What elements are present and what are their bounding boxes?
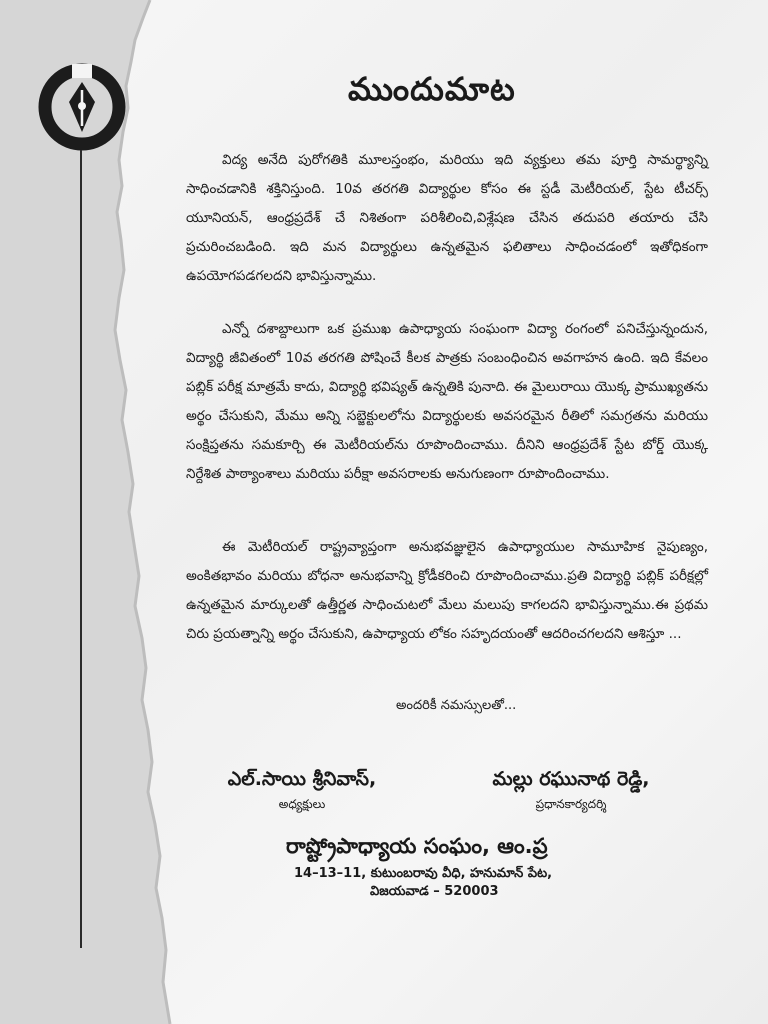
signatory-role: ప్రధానకార్యదర్శి	[535, 797, 607, 811]
signatory-secretary	[476, 768, 666, 814]
organization-name: రాష్ట్రోపాధ్యాయ సంఘం, ఆం.ప్ర	[286, 834, 548, 858]
paragraph-3: ఈ మెటీరియల్ రాష్ట్రవ్యాప్తంగా అనుభవజ్ఞులైన ఉపాధ్యాయుల సామూహిక నైపుణ్యం, అంకితభావం మరియు బోధనా అనుభవాన్ని క్రోడీకరించి రూపొందించాము.ప్రతి విద్యార్థి పబ్లిక్ పరీక్షల్లో ఉన్నతమైన మార్కులతో ఉత్తీర్ణత సాధించుటలో మేలు మలుపు కాగలదని భావిస్తున్నాము.ఈ ప్రథమ చిరు ప్రయత్నాన్ని అర్థం చేసుకుని, ఉపాధ్యాయ లోకం సహృదయంతో ఆదరించగలదని ఆశిస్తూ ...	[186, 539, 708, 642]
pen-nib-logo-icon	[37, 62, 127, 152]
page-title: ముందుమాట	[348, 70, 516, 108]
signatory-name: ఎల్.సాయి శ్రీనివాస్,	[227, 768, 377, 790]
paragraph-2: ఎన్నో దశాబ్దాలుగా ఒక ప్రముఖ ఉపాధ్యాయ సంఘంగా విద్యా రంగంలో పనిచేస్తున్నందున, విద్యార్థి జీవితంలో 10వ తరగతి పోషించే కీలక పాత్రకు సంబంధించిన అవగాహన ఉంది. ఇది కేవలం పబ్లిక్ పరీక్ష మాత్రమే కాదు, విద్యార్థి భవిష్యత్ ఉన్నతికి పునాది. ఈ మైలురాయి యొక్క ప్రాముఖ్యతను అర్థం చేసుకుని, మేము అన్ని సబ్జెక్టులలోను విద్యార్థులకు అవసరమైన రీతిలో సమగ్రతను మరియు సంక్షిప్తతను సమకూర్చి ఈ మెటీరియల్‌ను రూపొందించాము. దీనిని ఆంధ్రప్రదేశ్ స్టేట బోర్డ్ యొక్క నిర్దేశిత పాఠ్యాంశాలు మరియు పరీక్షా అవసరాలకు అనుగుణంగా రూపొందించాము.	[186, 321, 708, 482]
address-line-2: విజయవాడ – 520003	[370, 884, 499, 899]
address-line-1: 14–13–11, కుటుంబరావు వీధి, హనుమాన్ పేట,	[294, 866, 553, 881]
torn-grey-strip	[0, 0, 190, 1024]
closing-greeting: అందరికీ నమస్సులతో...	[396, 698, 517, 713]
paragraph-1: విద్య అనేది పురోగతికి మూలస్తంభం, మరియు ఇది వ్యక్తులు తమ పూర్తి సామర్థ్యాన్ని సాధించడానికి శక్తినిస్తుంది. 10వ తరగతి విద్యార్థుల కోసం ఈ స్టడీ మెటీరియల్, స్టేట టీచర్స్ యూనియన్, ఆంధ్రప్రదేశ్ చే నిశితంగా పరిశీలించి,విశ్లేషణ చేసిన తదుపరి తయారు చేసి ప్రచురించబడింది. ఇది మన విద్యార్థులు ఉన్నతమైన ఫలితాలు సాధించడంలో ఇతోధికంగా ఉపయోగపడగలదని భావిస్తున్నాము.	[186, 152, 708, 284]
signatory-role: అధ్యక్షులు	[278, 797, 326, 811]
vertical-rule	[80, 150, 82, 948]
signatory-president	[200, 768, 404, 814]
signatory-name: మల్లు రఘునాథ రెడ్డి,	[492, 768, 650, 790]
